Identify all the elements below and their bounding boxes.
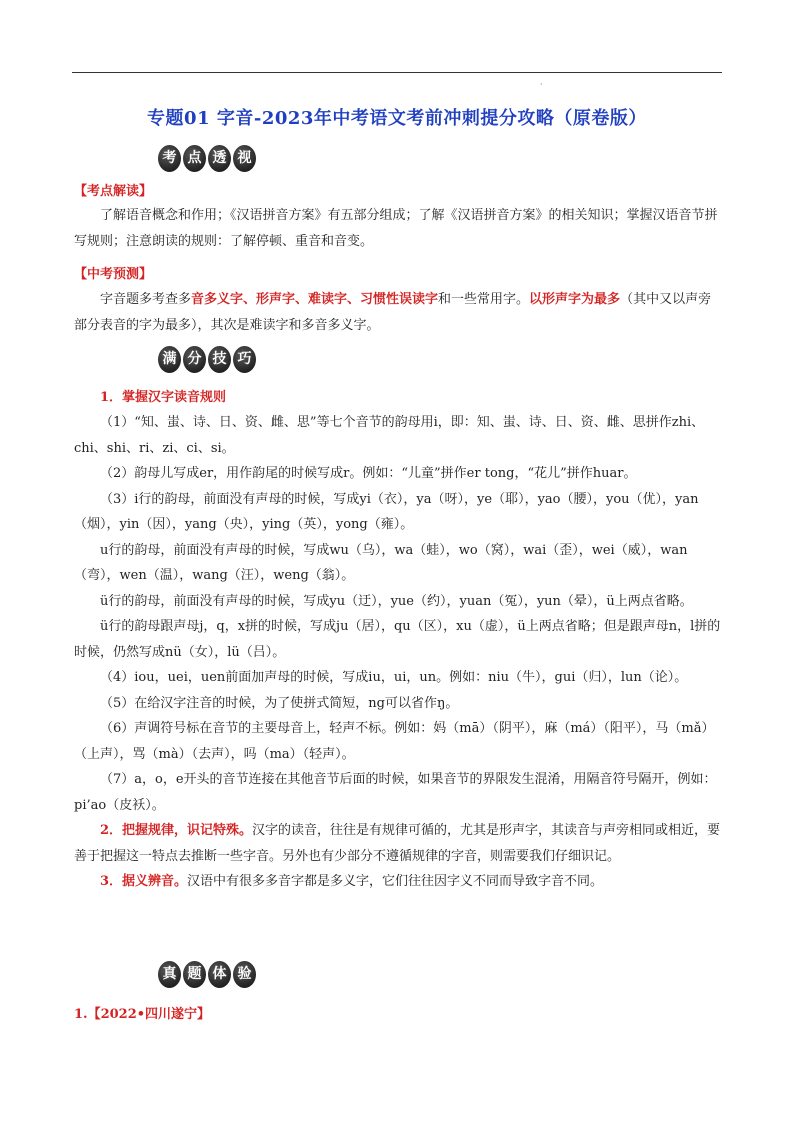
badge-char: 考 [158,145,181,172]
badge-char: 透 [208,145,231,172]
header-rule [72,72,722,73]
rule-item: （5）在给汉字注音的时候，为了使拼式简短，ng可以省作ŋ。 [100,695,459,711]
badge-char: 满 [158,346,181,373]
section-label-kaodian-jiedu: 【考点解读】 [74,184,153,199]
skill-paragraph-2 [74,818,724,869]
badge-char: 分 [183,346,206,373]
badge-char: 视 [233,145,256,172]
badge-char: 体 [208,961,231,988]
rule-item: （3）i行的韵母，前面没有声母的时候，写成yi（衣），ya（呀），ye（耶），yao（腰），you（优），yan（烟），yin（因），yang（央），ying（英），yong（雍）。 [74,491,699,532]
badge-char: 真 [158,961,181,988]
rule-item: （7）a，o，e开头的音节连接在其他音节后面的时候，如果音节的界限发生混淆，用隔音符号隔开，例如：pi’ao（皮袄）。 [74,772,717,813]
badge-zhenti-tiyan [158,961,256,988]
document-title: 专题01 字音-2023年中考语文考前冲刺提分攻略（原卷版） [147,108,647,129]
section-text-kaodian-jiedu: 了解语音概念和作用；《汉语拼音方案》有五部分组成；了解《汉语拼音方案》的相关知识；掌握汉语音节拼写规则；注意朗读的规则：了解停顿、重音和音变。 [74,208,718,249]
badge-manfen-jiqiao [158,346,256,373]
question-label: 1.【2022•四川遂宁】 [74,1007,211,1022]
rule-item: （4）iou，uei，uen前面加声母的时候，写成iu，ui，un。例如：niu（牛），gui（归），lun（论）。 [100,670,688,685]
rule-item: ü行的韵母跟声母j，q，x拼的时候，写成ju（居），qu（区），xu（虚），ü上两点省略；但是跟声母n，l拼的时候，仍然写成nü（女），lü（吕）。 [74,619,721,660]
text-segment: 和一些常用字。 [438,292,530,307]
text-segment: （其中又以声旁部分表音的字为最多），其次是难读字和多音多义字。 [74,292,712,333]
section-label-zhongkao-yuce: 【中考预测】 [74,267,153,282]
skill-heading-2: 2．把握规律，识记特殊。 [100,823,253,838]
rule-item: （6）声调符号标在音节的主要母音上，轻声不标。例如：妈（mā）（阴平），麻（má）（阳平），马（mǎ）（上声），骂（mà）（去声），吗（ma）（轻声）。 [74,721,715,762]
skill-heading-1: 1．掌握汉字读音规则 [100,390,227,405]
skill-rules [74,410,724,895]
text-segment: 字音题多考查多 [100,292,192,307]
rule-item: ü行的韵母，前面没有声母的时候，写成yu（迂），yue（约），yuan（冤），yun（晕），ü上两点省略。 [100,593,693,609]
skill-text-2: 汉字的读音，往往是有规律可循的，尤其是形声字，其读音与声旁相同或相近，要善于把握这一特点去推断一些字音。另外也有少部分不遵循规律的字音，则需要我们仔细识记。 [74,823,721,864]
header-dot: · [540,80,543,89]
badge-kaodian-toushi [158,145,256,172]
rule-item: （1）“知、蚩、诗、日、资、雌、思”等七个音节的韵母用i，即：知、蚩、诗、日、资、雌、思拼作zhi、chi、shi、ri、zi、ci、si。 [74,415,705,456]
skill-text-3: 汉语中有很多多音字都是多义字，它们往往因字义不同而导致字音不同。 [187,874,604,889]
badge-char: 巧 [233,346,256,373]
skill-heading-3: 3．据义辨音。 [100,874,188,889]
badge-char: 技 [208,346,231,373]
badge-char: 验 [233,961,256,988]
rule-item: （2）韵母儿写成er，用作韵尾的时候写成r。例如：“儿童”拼作er tong，“花儿”拼作huar。 [100,466,637,481]
rule-item: u行的韵母，前面没有声母的时候，写成wu（乌），wa（蛙），wo（窝），wai（歪），wei（威），wan（弯），wen（温），wang（汪），weng（翁）。 [74,542,688,583]
badge-char: 点 [183,145,206,172]
skill-paragraph-3 [74,869,724,895]
badge-char: 题 [183,961,206,988]
section-text-zhongkao-yuce [74,287,724,338]
highlight-text: 音多义字、形声字、难读字、习惯性误读字 [191,292,439,307]
highlight-text: 以形声字为最多 [529,292,621,307]
